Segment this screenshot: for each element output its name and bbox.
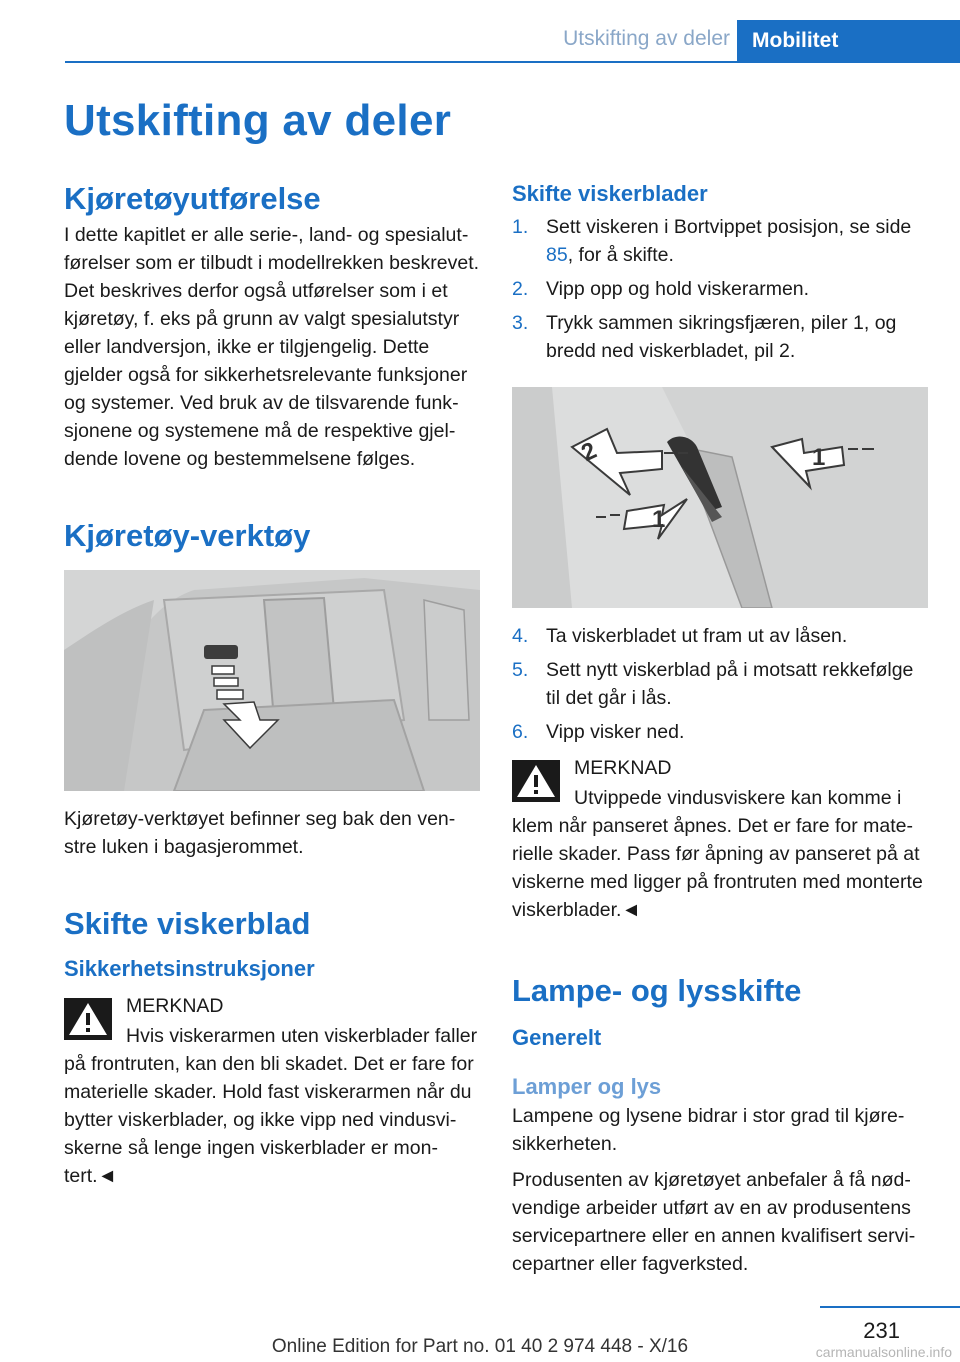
- paragraph-vehicle-version: I dette kapitlet er alle serie-, land- og spesialutførelser som er tilbudt i modellrekken beskrevet. Det beskrives derfor også utførelser som i et kjøretøy, f. eks på grunn av valgt spesialutstyr eller landversjon, ikke er tilgjengelig. Dette gjelder også for sikkerhetsrelevante funksjoner og systemer. Ved bruk av de tilsvarende funksjonene og systemene må de respektive gjeldende lovene og bestemmelsene følges.: [64, 223, 480, 470]
- wiper-blade-figure: [512, 387, 928, 608]
- trunk-tool-illustration: [64, 570, 480, 791]
- step-item: [512, 656, 928, 712]
- figure-label: 1: [652, 505, 666, 533]
- step-text: Vipp opp og hold viskerarmen.: [546, 277, 810, 300]
- heading-lamps-and-lights: Lamper og lys: [512, 1073, 662, 1099]
- warning-label: MERKNAD: [126, 994, 224, 1017]
- footer-rule: [820, 1306, 960, 1308]
- step-item: [512, 622, 928, 650]
- step-number: 5.: [512, 658, 529, 681]
- heading-replace-wiper: Skifte viskerblad: [64, 905, 311, 941]
- warning-text: Hvis viskerarmen uten viskerblader faller på frontruten, kan den bli skadet. Det er fare for materielle skader. Hold fast viskerarmen når du bytter viskerblader, og ikke vipp ned vindusviskerne så lenge ingen viskerblader er montert.◄: [64, 1024, 478, 1187]
- header-section-title: Utskifting av deler: [563, 27, 730, 50]
- trunk-tool-figure: [64, 570, 480, 791]
- heading-general: Generelt: [512, 1025, 602, 1051]
- wiper-steps-part2: [512, 622, 928, 746]
- step-item: [512, 718, 928, 746]
- page-title: Utskifting av deler: [64, 96, 452, 145]
- step-number: 3.: [512, 311, 529, 334]
- watermark: carmanualsonline.info: [815, 1344, 952, 1360]
- warning-triangle-icon: [512, 760, 560, 802]
- heading-safety-instructions: Sikkerhetsinstruksjoner: [64, 956, 315, 982]
- heading-vehicle-version: Kjøretøyutførelse: [64, 181, 321, 216]
- warning-triangle-icon: [64, 998, 112, 1040]
- step-number: 4.: [512, 624, 529, 647]
- step-item: [512, 309, 928, 365]
- edition-note: Online Edition for Part no. 01 40 2 974 448 - X/16: [271, 1336, 689, 1357]
- figure-label: 1: [812, 443, 826, 471]
- wiper-steps-part1: [512, 213, 928, 365]
- header-chapter-tab[interactable]: [737, 20, 960, 61]
- paragraph-lamps-2: Produsenten av kjøretøyet anbefaler å få nødvendige arbeider utført av en av produsentens servicepartnere eller en annen kvalifisert servicepartner eller fagverksted.: [512, 1168, 916, 1275]
- header-rule: [65, 61, 960, 63]
- right-column: [512, 180, 928, 1278]
- step-text: Sett nytt viskerblad på i motsatt rekkefølge til det går i lås.: [546, 658, 914, 709]
- page-number: 231: [863, 1318, 900, 1343]
- figure-label: 2: [577, 436, 601, 467]
- paragraph-vehicle-tools: Kjøretøy-verktøyet befinner seg bak den venstre luken i bagasjerommet.: [64, 807, 456, 858]
- step-number: 6.: [512, 720, 529, 743]
- header-chapter-label: Mobilitet: [752, 28, 839, 52]
- step-text: Vipp visker ned.: [546, 720, 685, 743]
- left-column: [64, 180, 480, 1190]
- warning-text: Utvippede vindusviskere kan komme i klem når panseret åpnes. Det er fare for materielle skader. Pass før åpning av panseret på at viskerne med ligger på frontruten med monterte viskerblader.◄: [512, 786, 923, 921]
- heading-lamp-replacement: Lampe- og lysskifte: [512, 972, 802, 1008]
- heading-vehicle-tools: Kjøretøy-verktøy: [64, 517, 311, 553]
- heading-replace-wiper-blades: Skifte viskerblader: [512, 181, 708, 206]
- step-item: [512, 213, 928, 269]
- warning-note-right: [512, 752, 928, 924]
- step-number: 2.: [512, 277, 529, 300]
- paragraph-lamps-1: Lampene og lysene bidrar i stor grad til kjøresikkerheten.: [512, 1104, 905, 1155]
- step-item: [512, 275, 928, 303]
- step-text: Trykk sammen sikringsfjæren, piler 1, og bredd ned viskerbladet, pil 2.: [546, 311, 897, 362]
- page-link-85[interactable]: 85: [546, 243, 568, 266]
- warning-label: MERKNAD: [574, 756, 672, 779]
- wiper-blade-illustration: [512, 387, 928, 608]
- step-text: Sett viskeren i Bortvippet posisjon, se side 85, for å skifte.: [546, 215, 912, 266]
- step-text: Ta viskerbladet ut fram ut av låsen.: [546, 624, 848, 647]
- step-number: 1.: [512, 215, 529, 238]
- warning-note-left: [64, 990, 480, 1190]
